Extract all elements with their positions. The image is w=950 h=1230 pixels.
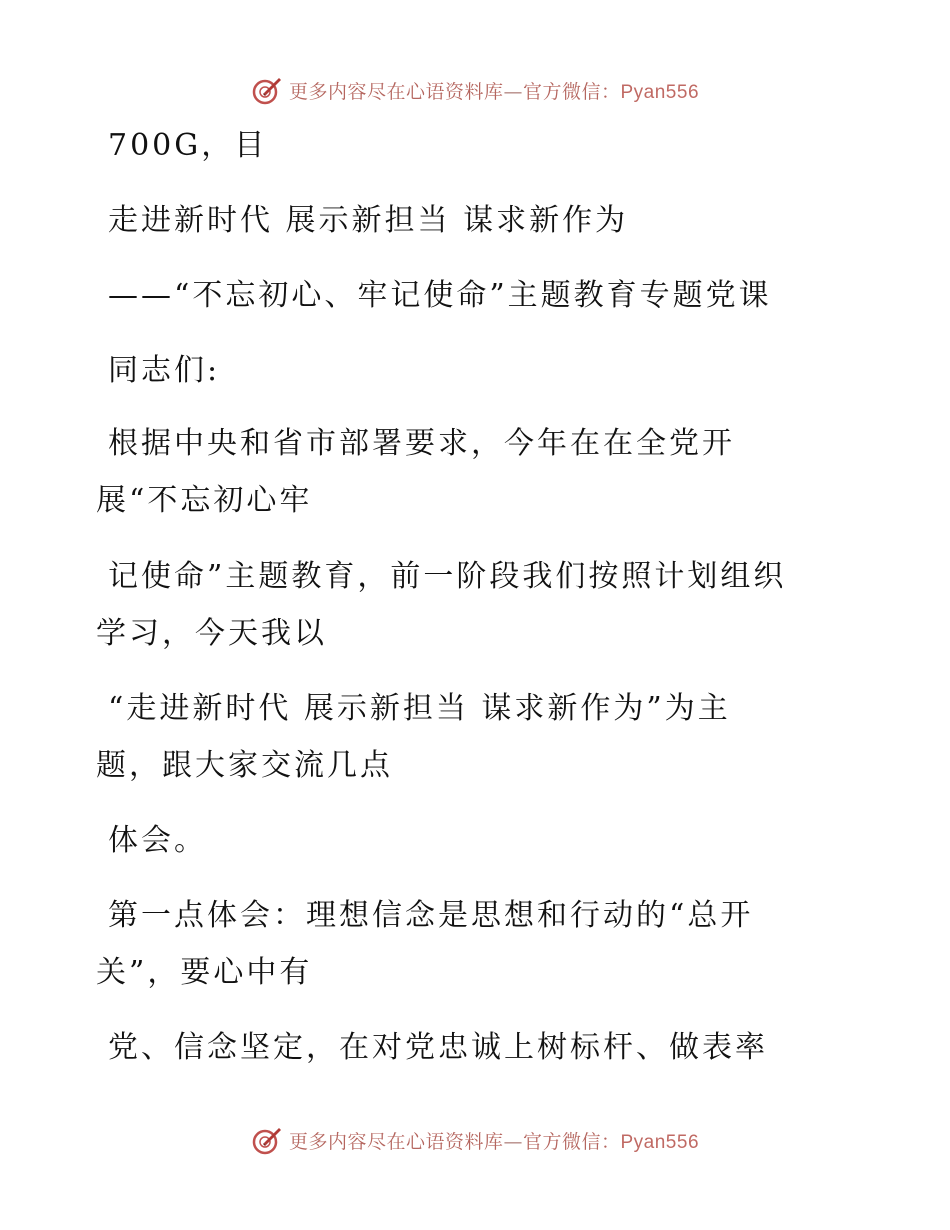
text-line: 700G，目 [108,128,268,163]
text-line: 学习，今天我以 [96,616,327,651]
text-line: 题，跟大家交流几点 [96,748,393,783]
watermark-text: 更多内容尽在心语资料库—官方微信：Pyan556 [288,80,700,103]
text-line: 第一点体会：理想信念是思想和行动的“总开 [108,898,754,933]
document-subtitle: ——“不忘初心、牢记使命”主题教育专题党课 [108,278,772,313]
salutation: 同志们: [108,353,221,388]
text-line: 根据中央和省市部署要求，今年在在全党开 [108,426,735,461]
text-line: 体会。 [108,823,207,858]
text-line: 关”，要心中有 [96,955,313,990]
text-line: “走进新时代 展示新担当 谋求新作为”为主 [108,691,731,726]
document-title: 走进新时代 展示新担当 谋求新作为 [108,203,629,238]
footer-watermark [0,1120,950,1160]
pen-logo-icon [251,74,283,106]
watermark-text: 更多内容尽在心语资料库—官方微信：Pyan556 [288,1130,700,1153]
text-line: 记使命”主题教育，前一阶段我们按照计划组织 [108,559,787,594]
text-line: 党、信念坚定，在对党忠诚上树标杆、做表率 [108,1030,768,1065]
header-watermark [0,70,950,110]
text-line: 展“不忘初心牢 [96,483,313,518]
pen-logo-icon [251,1124,283,1156]
